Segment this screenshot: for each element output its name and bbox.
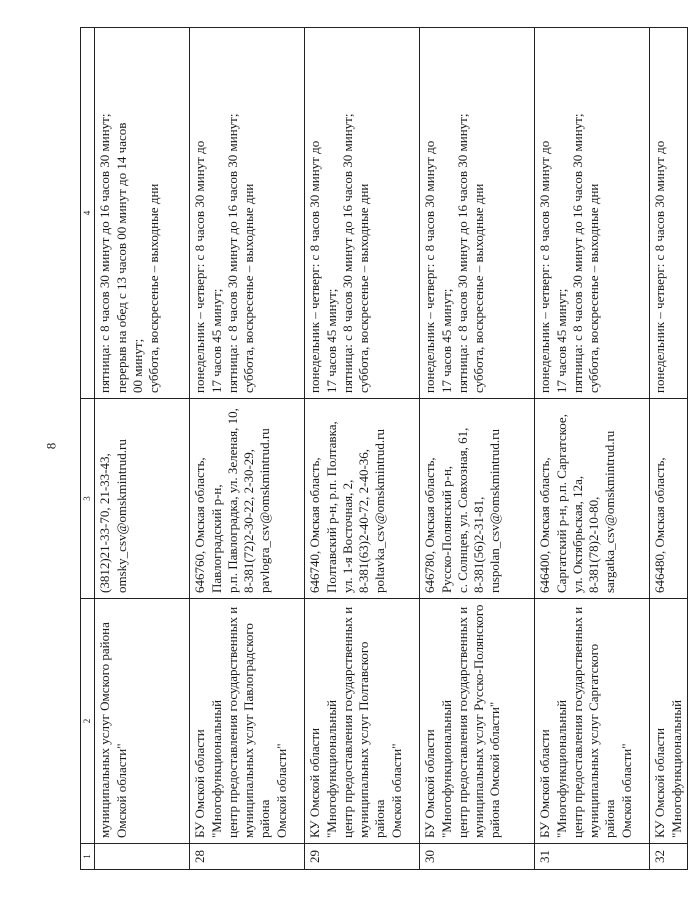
org-name-cell <box>95 599 190 844</box>
cell-line: 646740, Омская область, <box>307 457 323 593</box>
cell-line: понедельник – четверг: с 8 часов 30 минут до <box>537 140 553 393</box>
org-name-cell <box>305 599 420 844</box>
cell-line: 646780, Омская область, <box>422 457 438 593</box>
cell-line: 17 часов 45 минут; <box>323 288 339 393</box>
hours-cell <box>420 28 535 399</box>
cell-line: суббота, воскресенье – выходные дни <box>471 183 486 393</box>
rotated-page <box>80 28 684 870</box>
cell-line: КУ Омской области "Многофункциональный <box>307 699 339 838</box>
hours-cell <box>650 28 688 399</box>
cell-line: 646480, Омская область, <box>652 457 668 593</box>
cell-line: Полтавский р-н, р.п. Полтавка, <box>323 421 339 593</box>
cell-line: 00 минут; <box>129 338 145 393</box>
header-cell-3: 3 <box>81 399 95 599</box>
cell-line: пятница: с 8 часов 30 минут до 16 часов 30 минут; <box>97 113 113 393</box>
cell-line: центр предоставления государственных и <box>339 606 355 838</box>
cell-line: 17 часов 45 минут; <box>208 288 224 393</box>
hours-cell <box>305 28 420 399</box>
cell-line: суббота, воскресенье – выходные дни <box>356 183 371 393</box>
cell-line: КУ Омской области "Многофункциональный <box>652 699 684 838</box>
cell-line: центр предоставления государственных и <box>224 606 240 838</box>
mfc-table <box>80 27 688 870</box>
cell-line: 8-381(63)2-40-72, 2-40-36, <box>356 448 371 593</box>
cell-line: Русско-Полянский р-н, <box>438 465 454 593</box>
row-number: 30 <box>420 844 535 870</box>
org-name-cell <box>190 599 305 844</box>
cell-line: 8-381(78)2-10-80, <box>586 496 601 593</box>
cell-line: Омской области" <box>618 743 634 838</box>
contacts-cell <box>95 399 190 599</box>
table-row <box>95 28 190 870</box>
org-name-cell <box>650 599 688 844</box>
cell-line: пятница: с 8 часов 30 минут до 16 часов 30 минут; <box>454 113 470 393</box>
row-number: 28 <box>190 844 305 870</box>
row-number <box>95 844 190 870</box>
cell-line: 8-381(56)2-31-81, <box>471 496 486 593</box>
cell-line: суббота, воскресенье – выходные дни <box>241 183 256 393</box>
contacts-cell <box>420 399 535 599</box>
cell-line: ул. Октябрьская, 12а, <box>569 475 585 593</box>
table-row <box>190 28 305 870</box>
cell-line: муниципальных услуг Полтавского района <box>356 641 388 838</box>
cell-line: pavlogra_csv@omskmintrud.ru <box>257 428 273 593</box>
table-row <box>305 28 420 870</box>
header-row <box>81 28 95 870</box>
contacts-cell <box>305 399 420 599</box>
cell-line: пятница: с 8 часов 30 минут до 16 часов 30 минут; <box>224 113 240 393</box>
cell-line: суббота, воскресенье – выходные дни <box>586 183 601 393</box>
cell-line: перерыв на обед с 13 часов 00 минут до 14 часов <box>113 122 129 393</box>
cell-line: центр предоставления государственных и <box>454 606 470 838</box>
cell-line: sargatka_csv@omskmintrud.ru <box>602 430 618 593</box>
hours-cell <box>190 28 305 399</box>
hours-cell <box>95 28 190 399</box>
cell-line: пятница: с 8 часов 30 минут до 16 часов 30 минут; <box>569 113 585 393</box>
cell-line: Омской области" <box>273 743 289 838</box>
cell-line: БУ Омской области "Многофункциональный <box>192 699 224 838</box>
contacts-cell <box>190 399 305 599</box>
table-row <box>420 28 535 870</box>
header-cell-4: 4 <box>81 28 95 399</box>
cell-line: БУ Омской области "Многофункциональный <box>537 699 569 838</box>
cell-line: poltavka_csv@omskmintrud.ru <box>372 429 388 593</box>
header-cell-2: 2 <box>81 599 95 844</box>
cell-line: понедельник – четверг: с 8 часов 30 минут до <box>307 140 323 393</box>
cell-line: 17 часов 45 минут; <box>553 288 569 393</box>
cell-line: 17 часов 45 минут; <box>438 288 454 393</box>
cell-line: 646760, Омская область, <box>192 457 208 593</box>
cell-line: 646400, Омская область, <box>537 457 553 593</box>
cell-line: omsky_csv@omskmintrud.ru <box>113 439 129 593</box>
cell-line: центр предоставления государственных и <box>569 606 585 838</box>
cell-line: БУ Омской области "Многофункциональный <box>422 699 454 838</box>
cell-line: понедельник – четверг: с 8 часов 30 минут до <box>192 140 208 393</box>
table-row <box>535 28 650 870</box>
cell-line: муниципальных услуг Павлоградского района <box>241 623 273 838</box>
cell-line: муниципальных услуг Русско-Полянского <box>471 604 486 838</box>
page-number: 8 <box>43 442 59 450</box>
cell-line: района Омской области" <box>487 701 503 838</box>
cell-line: муниципальных услуг Омского района <box>97 622 113 838</box>
cell-line: с. Солнцев, ул. Совхозная, 61, <box>454 427 470 593</box>
cell-line: ruspolan_csv@omskmintrud.ru <box>487 429 503 593</box>
cell-line: Саргатский р-н, р.п. Саргатское, <box>553 414 569 593</box>
cell-line: понедельник – четверг: с 8 часов 30 минут до <box>422 140 438 393</box>
header-cell-1: 1 <box>81 844 95 870</box>
contacts-cell <box>535 399 650 599</box>
cell-line: Павлоградский р-н, <box>208 484 224 593</box>
cell-line: (3812)21-33-70, 21-33-43, <box>97 453 113 593</box>
cell-line: Омской области" <box>113 743 129 838</box>
cell-line: понедельник – четверг: с 8 часов 30 минут до <box>652 140 668 393</box>
org-name-cell <box>535 599 650 844</box>
row-number: 31 <box>535 844 650 870</box>
cell-line: суббота, воскресенье – выходные дни <box>146 183 161 393</box>
cell-line: ул. 1-я Восточная, 2, <box>339 479 355 593</box>
org-name-cell <box>420 599 535 844</box>
contacts-cell <box>650 399 688 599</box>
cell-line: пятница: с 8 часов 30 минут до 16 часов 30 минут; <box>339 113 355 393</box>
hours-cell <box>535 28 650 399</box>
cell-line: р.п. Павлоградка, ул. Зеленая, 10, <box>224 408 240 593</box>
cell-line: 8-381(72)2-30-22, 2-30-29, <box>241 448 256 593</box>
table-row <box>650 28 688 870</box>
cell-line: Омской области" <box>388 743 404 838</box>
cell-line: муниципальных услуг Саргатского района <box>586 643 618 838</box>
row-number: 29 <box>305 844 420 870</box>
row-number: 32 <box>650 844 688 870</box>
